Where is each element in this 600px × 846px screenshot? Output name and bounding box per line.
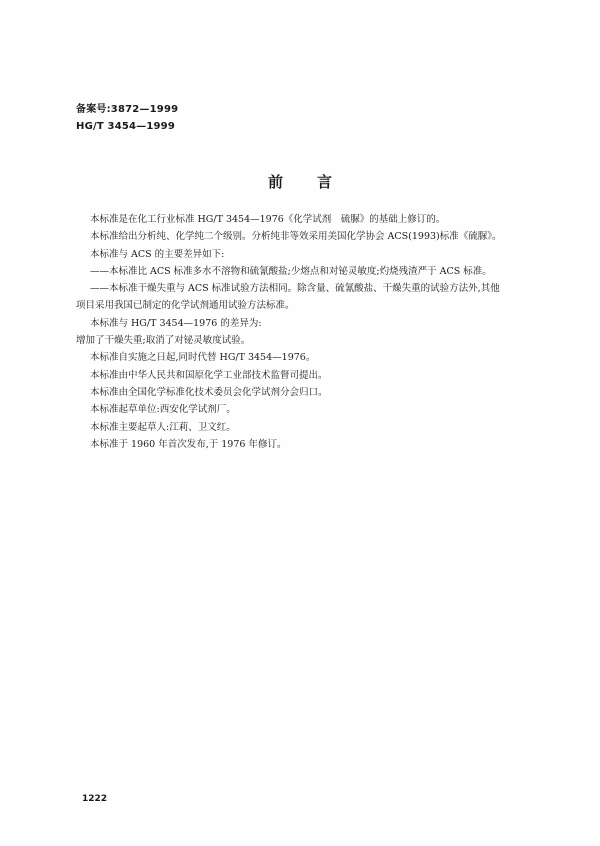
paragraph: 本标准自实施之日起,同时代替 HG/T 3454—1976。 bbox=[90, 352, 316, 364]
paragraph: 本标准由全国化学标准化技术委员会化学试剂分会归口。 bbox=[90, 386, 328, 398]
paragraph-continuation: 增加了干燥失重;取消了对铋灵敏度试验。 bbox=[76, 335, 251, 347]
filing-number: 备案号:3872—1999 bbox=[76, 104, 179, 115]
page-number: 1222 bbox=[82, 794, 108, 804]
header-block bbox=[76, 101, 178, 135]
standard-code: HG/T 3454—1999 bbox=[76, 121, 175, 132]
paragraph: 本标准给出分析纯、化学纯二个级别。分析纯非等效采用美国化学协会 ACS(1993)标准《硫脲》。 bbox=[90, 231, 502, 243]
paragraph: 本标准于 1960 年首次发布,于 1976 年修订。 bbox=[90, 438, 287, 450]
paragraph: 本标准与 HG/T 3454—1976 的差异为: bbox=[90, 317, 262, 329]
page-title: 前言 bbox=[267, 173, 366, 191]
paragraph: ——本标准比 ACS 标准多水不溶物和硫氰酸盐;少熔点和对铋灵敏度;灼烧残渣严于 ACS 标准。 bbox=[90, 265, 492, 277]
body-text bbox=[76, 211, 560, 453]
paragraph: ——本标准干燥失重与 ACS 标准试验方法相同。除含量、硫氰酸盐、干燥失重的试验方法外,其他 bbox=[90, 283, 500, 295]
paragraph-continuation: 项目采用我国已制定的化学试剂通用试验方法标准。 bbox=[76, 300, 295, 312]
paragraph: 本标准主要起草人:江莉、卫文红。 bbox=[90, 421, 236, 433]
paragraph: 本标准与 ACS 的主要差异如下: bbox=[90, 248, 225, 260]
paragraph: 本标准由中华人民共和国原化学工业部技术监督司提出。 bbox=[90, 369, 328, 381]
paragraph: 本标准是在化工行业标准 HG/T 3454—1976《化学试剂 硫脲》的基础上修订的。 bbox=[90, 214, 446, 225]
paragraph: 本标准起草单位:西安化学试剂厂。 bbox=[90, 404, 236, 416]
